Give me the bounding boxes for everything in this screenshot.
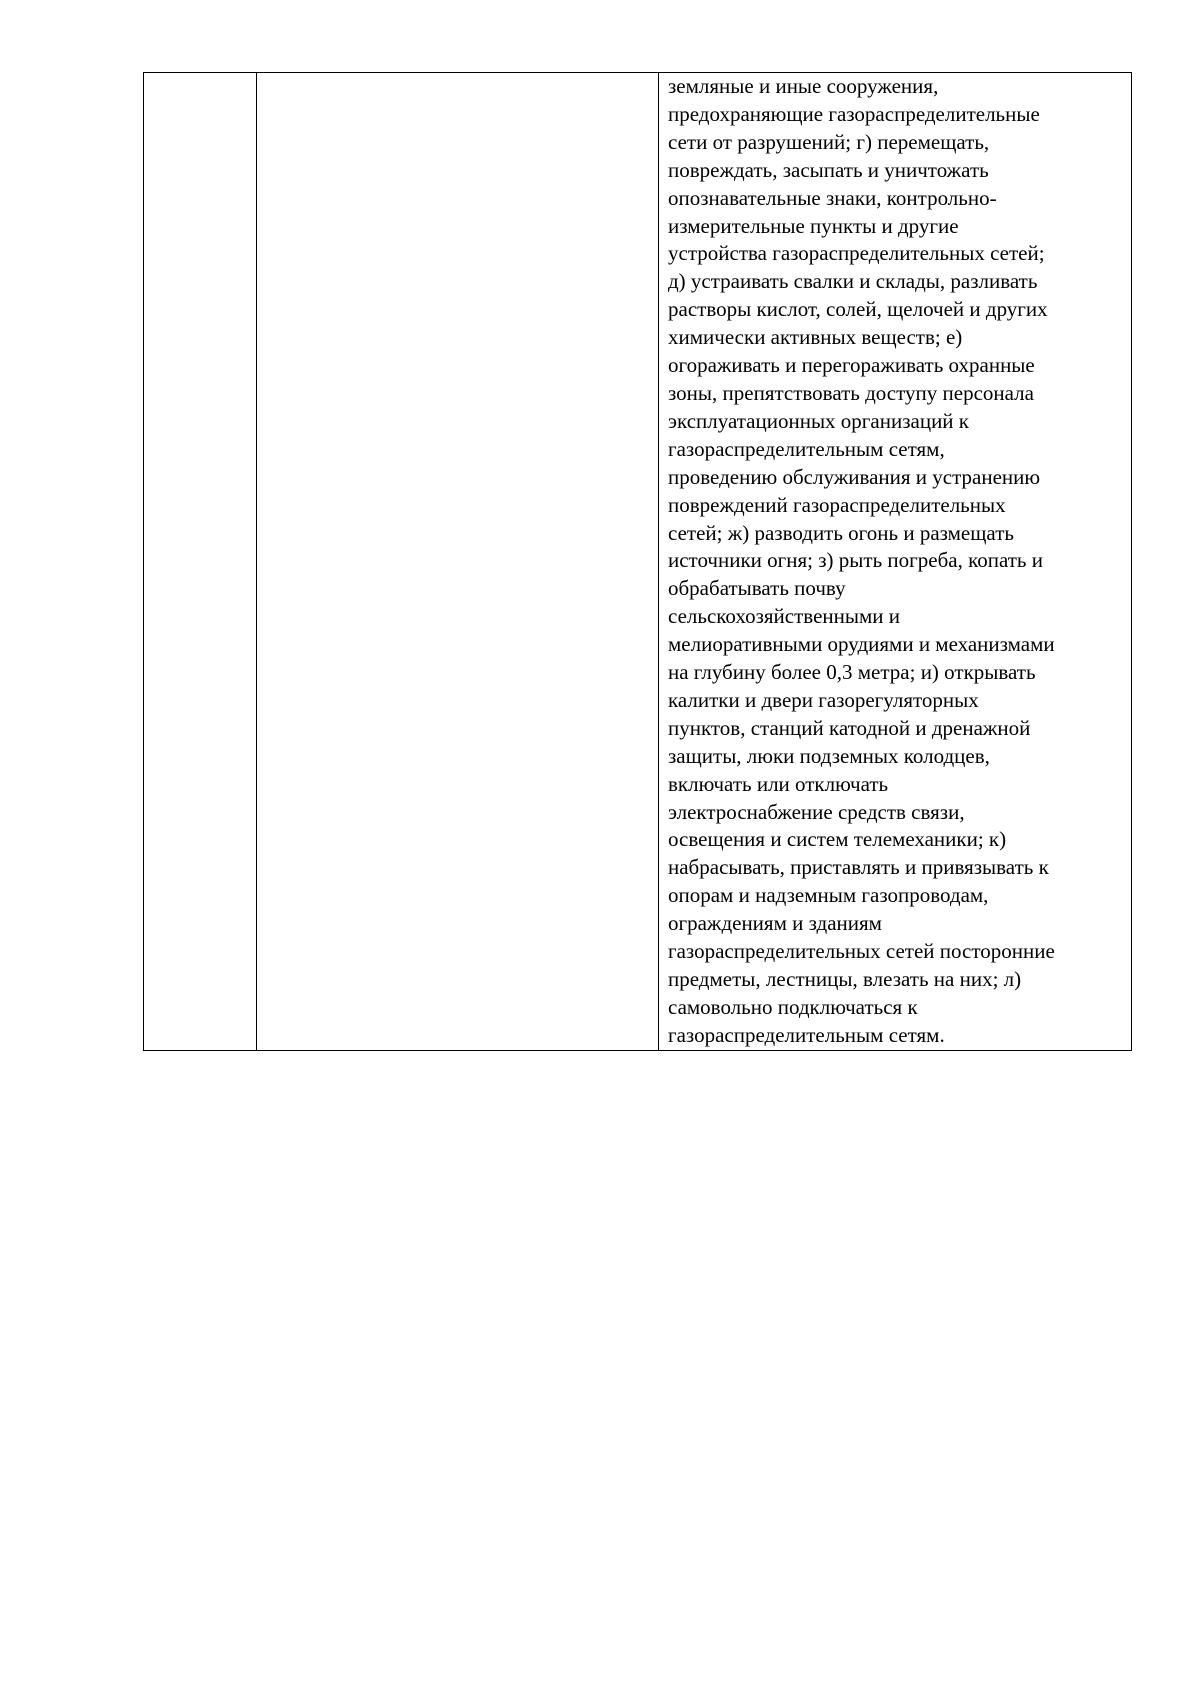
description-line: набрасывать, приставлять и привязывать к	[668, 855, 1049, 880]
description-line: эксплуатационных организаций к	[668, 408, 969, 433]
table-cell-description	[659, 73, 1132, 1051]
description-line: химически активных веществ; е)	[668, 325, 963, 350]
description-line: устройства газораспределительных сетей;	[668, 241, 1045, 266]
description-line: огораживать и перегораживать охранные	[668, 353, 1035, 378]
description-line: ограждениям и зданиям	[668, 911, 882, 936]
description-line: сети от разрушений; г) перемещать,	[668, 129, 990, 154]
description-line: измерительные пункты и другие	[668, 213, 959, 238]
cell-text-description	[659, 73, 1131, 1050]
description-line: опорам и надземным газопроводам,	[668, 883, 989, 908]
table-cell-number	[144, 73, 257, 1051]
table-cell-title	[257, 73, 659, 1051]
description-line: газораспределительных сетей посторонние	[668, 939, 1055, 964]
description-line: включать или отключать	[668, 771, 889, 796]
regulation-table	[143, 72, 1132, 1051]
description-line: предохраняющие газораспределительные	[668, 101, 1040, 126]
description-line: сельскохозяйственными и	[668, 604, 900, 629]
description-line: освещения и систем телемеханики; к)	[668, 827, 1007, 852]
table-row	[144, 73, 1132, 1051]
description-line: источники огня; з) рыть погреба, копать и	[668, 548, 1043, 573]
description-line: защиты, люки подземных колодцев,	[668, 743, 990, 768]
description-line: опознавательные знаки, контрольно-	[668, 185, 997, 210]
description-line: газораспределительным сетям,	[668, 436, 945, 461]
description-line: зоны, препятствовать доступу персонала	[668, 380, 1034, 405]
description-line: электроснабжение средств связи,	[668, 799, 965, 824]
description-line: мелиоративными орудиями и механизмами	[668, 632, 1055, 657]
description-line: растворы кислот, солей, щелочей и других	[668, 297, 1048, 322]
description-line: земляные и иные сооружения,	[668, 74, 939, 98]
description-line: д) устраивать свалки и склады, разливать	[668, 269, 1038, 294]
description-line: проведению обслуживания и устранению	[668, 464, 1041, 489]
description-line: повреждать, засыпать и уничтожать	[668, 157, 989, 182]
description-line: предметы, лестницы, влезать на них; л)	[668, 967, 1022, 991]
description-line: повреждений газораспределительных	[668, 492, 1006, 517]
description-line: на глубину более 0,3 метра; и) открывать	[668, 660, 1036, 685]
description-line: газораспределительным сетям.	[668, 1022, 945, 1047]
description-line: пунктов, станций катодной и дренажной	[668, 715, 1031, 740]
description-line: обрабатывать почву	[668, 576, 846, 601]
description-line: калитки и двери газорегуляторных	[668, 687, 979, 712]
description-line: самовольно подключаться к	[668, 994, 918, 1019]
description-line: сетей; ж) разводить огонь и размещать	[668, 520, 1014, 545]
